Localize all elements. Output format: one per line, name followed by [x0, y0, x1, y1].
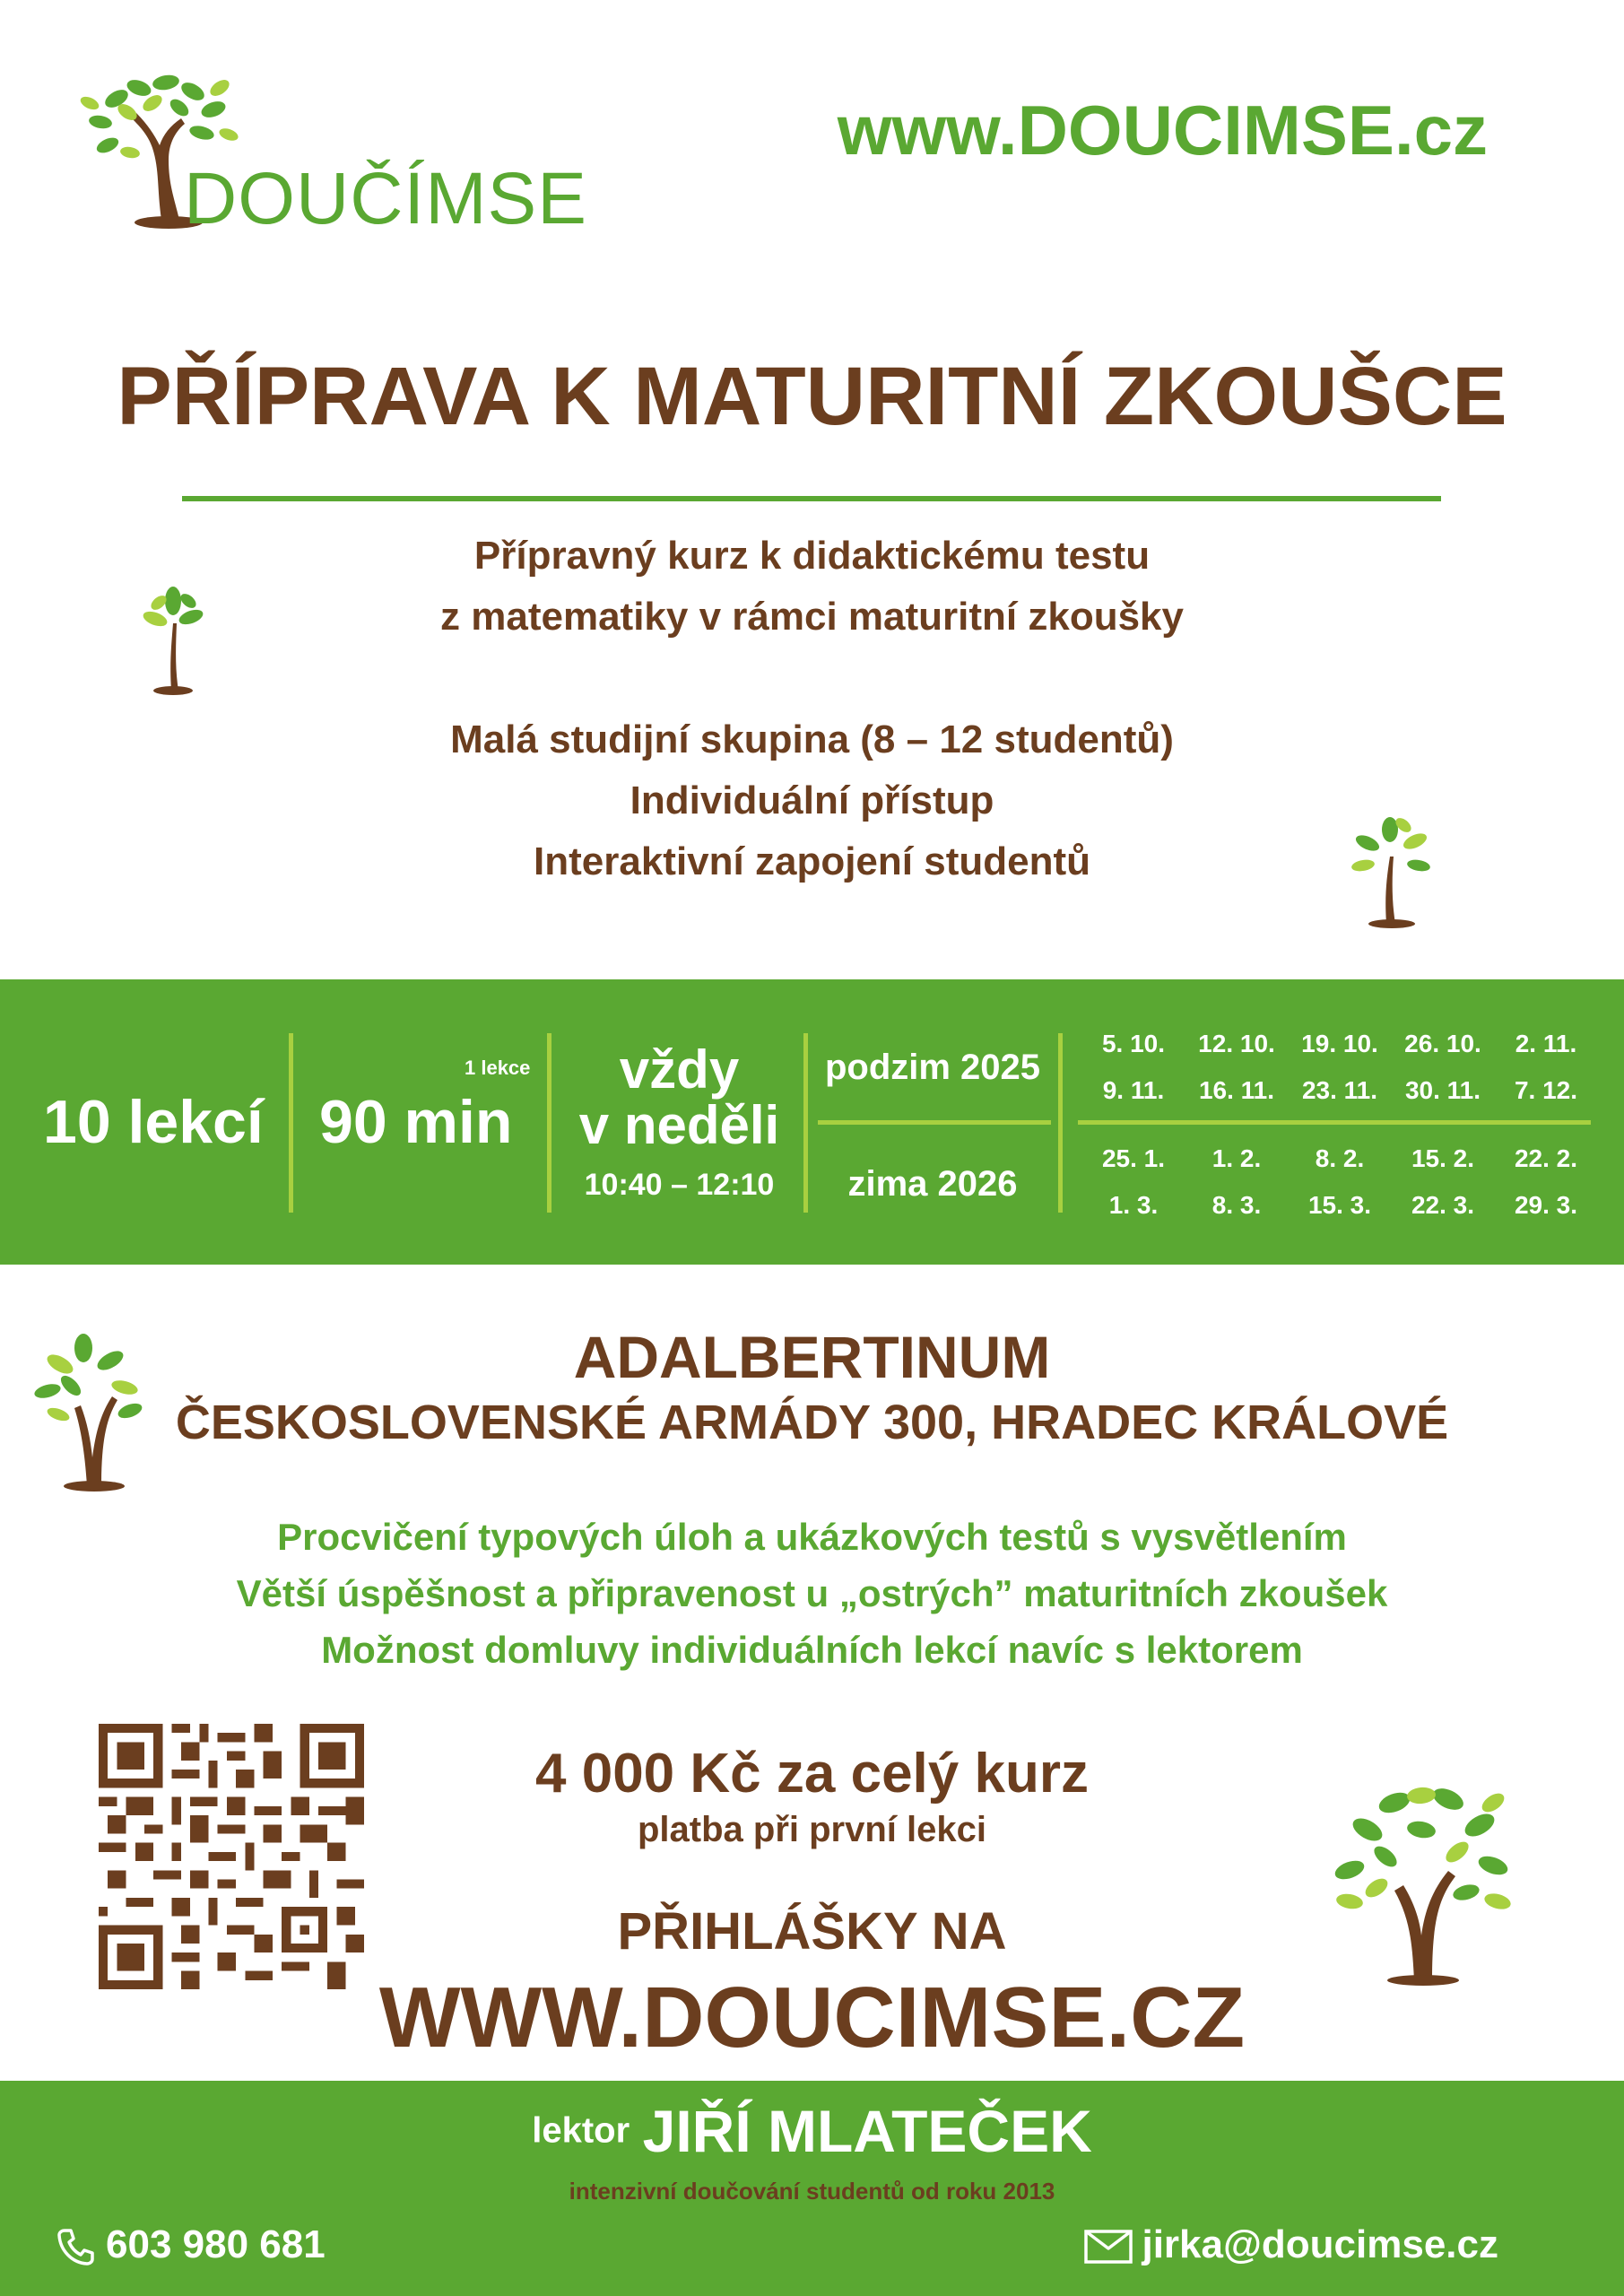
benefit-item: Procvičení typových úloh a ukázkových testů s vysvětlením [277, 1516, 1347, 1558]
date-cell: 2. 11. [1515, 1030, 1577, 1057]
band-divider [1058, 1033, 1063, 1213]
lektor-subtitle: intenzivní doučování studentů od roku 2013 [569, 2178, 1055, 2205]
date-cell: 8. 2. [1315, 1144, 1365, 1172]
intro-line-3: Malá studijní skupina (8 – 12 studentů) [450, 718, 1174, 761]
sapling-icon [1345, 816, 1435, 928]
date-cell: 7. 12. [1514, 1076, 1578, 1104]
lesson-note: 1 lekce [465, 1057, 531, 1079]
title-divider [182, 496, 1441, 501]
lesson-count: 10 lekcí [43, 1088, 264, 1156]
lesson-duration: 90 min [319, 1088, 513, 1156]
date-cell: 15. 3. [1307, 1191, 1372, 1219]
envelope-icon [1084, 2229, 1133, 2265]
site-url[interactable]: www.DOUCIMSE.cz [837, 91, 1488, 170]
qr-code[interactable] [99, 1724, 364, 1989]
band-divider [289, 1033, 293, 1213]
phone-icon [54, 2225, 97, 2268]
signup-url[interactable]: WWW.DOUCIMSE.CZ [378, 1970, 1246, 2066]
page-title: PŘÍPRAVA K MATURITNÍ ZKOUŠCE [117, 351, 1507, 442]
phone-number: 603 980 681 [106, 2222, 326, 2266]
band-divider [547, 1033, 551, 1213]
day-line-2: v neděli [578, 1095, 780, 1155]
email-address: jirka@doucimse.cz [1142, 2222, 1498, 2266]
date-cell: 1. 3. [1108, 1191, 1159, 1219]
dates-divider [1078, 1120, 1591, 1125]
lektor-label: lektor [532, 2110, 630, 2151]
date-cell: 1. 2. [1211, 1144, 1262, 1172]
course-price: 4 000 Kč za celý kurz [535, 1743, 1089, 1805]
date-cell: 8. 3. [1211, 1191, 1262, 1219]
date-cell: 15. 2. [1411, 1144, 1475, 1172]
tree-icon [1332, 1785, 1515, 1987]
date-cell: 19. 10. [1301, 1030, 1378, 1057]
benefit-item: Větší úspěšnost a připravenost u „ostrých” maturitních zkoušek [236, 1572, 1388, 1614]
payment-note: platba při první lekci [637, 1810, 986, 1849]
benefit-item: Možnost domluvy individuálních lekcí navíc s lektorem [321, 1629, 1303, 1671]
date-cell: 25. 1. [1101, 1144, 1166, 1172]
band-divider [803, 1033, 808, 1213]
venue-name: ADALBERTINUM [573, 1324, 1051, 1390]
logo-text: DOUČÍMSE [184, 158, 587, 239]
sapling-icon [139, 583, 206, 695]
intro-line-5: Interaktivní zapojení studentů [534, 839, 1090, 883]
intro-line-4: Individuální přístup [630, 778, 994, 822]
email-contact[interactable] [1084, 2222, 1498, 2267]
date-cell: 16. 11. [1198, 1076, 1275, 1104]
lektor-line [0, 2097, 1624, 2165]
phone-contact[interactable] [54, 2222, 326, 2268]
term-divider [818, 1120, 1051, 1125]
date-cell: 30. 11. [1404, 1076, 1481, 1104]
signup-label: PŘIHLÁŠKY NA [617, 1902, 1007, 1961]
term-winter: zima 2026 [847, 1164, 1018, 1204]
course-info-band [0, 979, 1624, 1265]
date-cell: 9. 11. [1102, 1076, 1165, 1104]
date-cell: 22. 2. [1514, 1144, 1578, 1172]
intro-line-1: Přípravný kurz k didaktickému testu [473, 534, 1151, 578]
date-cell: 26. 10. [1404, 1030, 1481, 1057]
date-cell: 23. 11. [1301, 1076, 1378, 1104]
day-line-1: vždy [619, 1039, 740, 1100]
lektor-name: JIŘÍ MLATEČEK [642, 2098, 1092, 2164]
intro-line-2: z matematiky v rámci maturitní zkoušky [440, 595, 1184, 639]
date-cell: 22. 3. [1411, 1191, 1475, 1219]
date-cell: 5. 10. [1101, 1030, 1166, 1057]
term-autumn: podzim 2025 [824, 1048, 1041, 1087]
venue-address: ČESKOSLOVENSKÉ ARMÁDY 300, HRADEC KRÁLOVÉ [175, 1396, 1449, 1449]
lesson-time: 10:40 – 12:10 [584, 1168, 775, 1202]
date-cell: 29. 3. [1514, 1191, 1578, 1219]
date-cell: 12. 10. [1198, 1030, 1275, 1057]
